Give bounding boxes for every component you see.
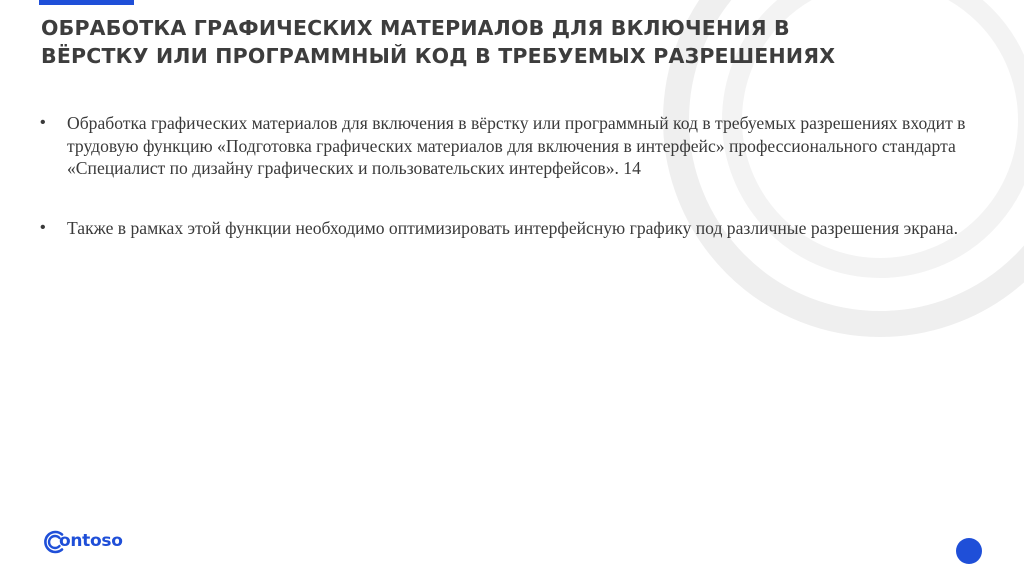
logo-wordmark: ontoso	[59, 531, 123, 551]
bullet-text: Также в рамках этой функции необходимо оптимизировать интерфейсную графику под различные разрешения экрана.	[67, 217, 958, 238]
bullet-marker: •	[40, 218, 46, 236]
title-line-1: ОБРАБОТКА ГРАФИЧЕСКИХ МАТЕРИАЛОВ ДЛЯ ВКЛЮЧЕНИЯ В	[41, 16, 790, 40]
slide-dot-indicator	[956, 538, 982, 564]
title-line-2: ВЁРСТКУ ИЛИ ПРОГРАММНЫЙ КОД В ТРЕБУЕМЫХ РАЗРЕШЕНИЯХ	[41, 44, 836, 68]
slide-title	[41, 14, 1001, 70]
bullet-item	[40, 217, 975, 240]
bullet-marker: •	[40, 114, 46, 131]
bullet-text: Обработка графических материалов для включения в вёрстку или программный код в требуемых разрешениях входит в трудовую функцию «Подготовка графических материалов для включения в интерфейс» профессионального стандарта «Специалист по дизайну графических и пользовательских интерфейсов». 14	[67, 113, 966, 178]
bullet-list	[40, 112, 975, 239]
top-accent-bar	[39, 0, 134, 5]
bullet-item	[40, 112, 975, 180]
contoso-logo	[40, 527, 140, 561]
